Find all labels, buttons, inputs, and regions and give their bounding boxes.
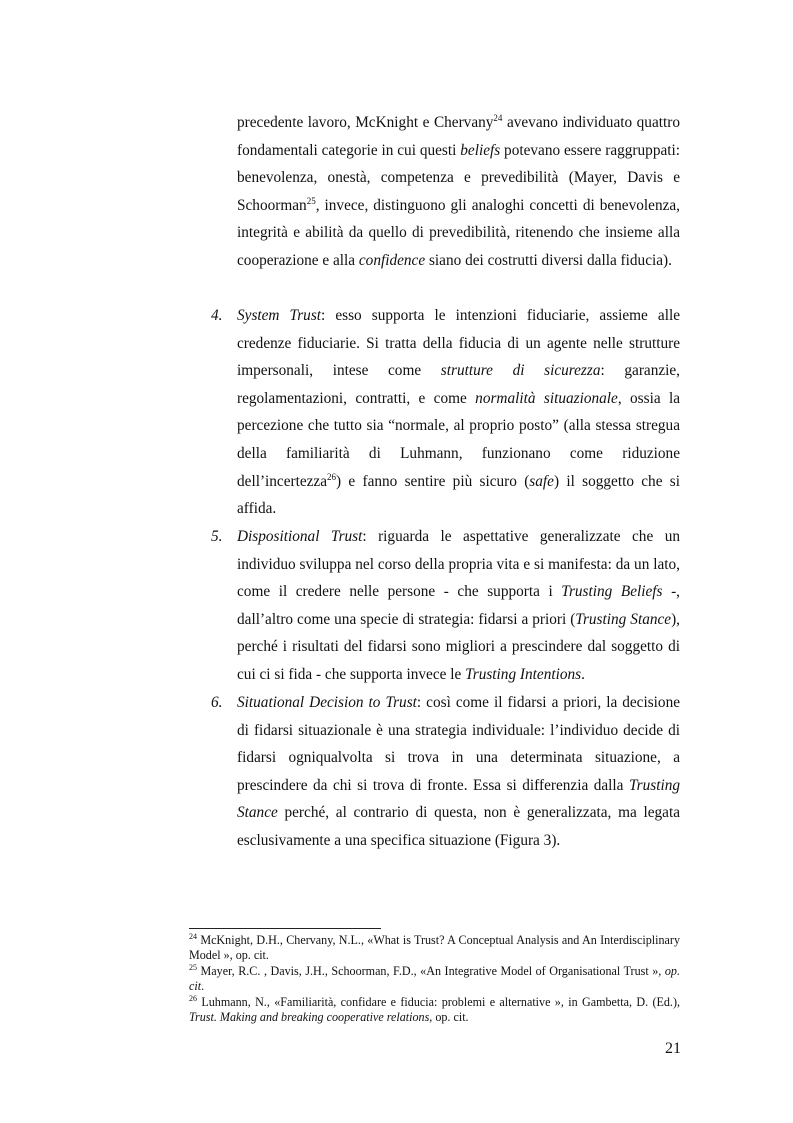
footnote-26	[189, 995, 680, 1026]
emphasis: op. cit	[189, 963, 680, 994]
list-item-number: 4.	[211, 307, 223, 324]
footnote-text: .	[201, 979, 205, 994]
footnote-number: 26	[189, 993, 197, 1003]
list-item-system-trust	[211, 302, 681, 523]
text-run: precedente lavoro, McKnight e Chervany	[237, 114, 494, 131]
text-run: , ossia la percezione che tutto sia “normale, al proprio posto” (alla stessa stregua della familiarità di Luhmann, funzionano come riduzione dell’incertezza	[237, 389, 681, 490]
text-run: , invece, distinguono gli analoghi concetti di benevolenza, integrità e abilità da quello di prevedibilità, ritenendo che insieme alla cooperazione e alla	[237, 196, 680, 269]
text-run: potevano essere raggruppati: benevolenza, onestà, competenza e prevedibilità (Mayer, Davis e Schoorman	[237, 141, 681, 214]
text-run: : così come il fidarsi a priori, la decisione di fidarsi situazionale è una strategia individuale: l’individuo decide di fidarsi ogniqualvolta si trova in una determinata situazione, a prescindere da chi si trova di fronte. Essa si differenzia dalla	[237, 694, 681, 794]
term-system-trust: System Trust	[237, 307, 322, 324]
continued-paragraph	[237, 109, 680, 275]
footnote-25	[189, 964, 680, 995]
emphasis: Trusting Stance	[237, 776, 680, 822]
text-run: ) e fanno sentire più sicuro (	[336, 472, 530, 490]
text-run: : riguarda le aspettative generalizzate che un individuo sviluppa nel corso della propria vita e si manifesta: da un lato, come il credere nelle persone - che supporta i	[237, 528, 680, 601]
emphasis: Trusting Intentions	[465, 665, 582, 683]
page-number: 21	[665, 1040, 681, 1057]
footnote-ref-24[interactable]: 24	[493, 112, 503, 123]
emphasis: Trusting Stance	[575, 610, 672, 628]
text-run: .	[581, 665, 585, 683]
term-dispositional-trust: Dispositional Trust	[237, 528, 363, 545]
footnote-number: 25	[189, 962, 197, 972]
footnote-text: Mayer, R.C. , Davis, J.H., Schoorman, F.D., «An Integrative Model of Organisational Trust »,	[197, 963, 665, 978]
term-situational-decision-to-trust: Situational Decision to Trust	[237, 694, 417, 711]
footnote-text: Luhmann, N., «Familiarità, confidare e fiducia: problemi e alternative », in Gambetta, D. (Ed.),	[197, 994, 680, 1009]
footnote-ref-26[interactable]: 26	[327, 471, 337, 482]
text-run: avevano individuato quattro fondamentali categorie in cui questi	[237, 114, 680, 159]
list-item-number: 5.	[211, 528, 223, 545]
footnote-separator	[189, 928, 381, 929]
footnote-text: McKnight, D.H., Chervany, N.L., «What is Trust? A Conceptual Analysis and An Interdisciplinary Model », op. cit.	[189, 933, 680, 963]
text-run: ) il soggetto che si affida.	[237, 472, 680, 518]
text-run: -, dall’altro come una specie di strategia: fidarsi a priori (	[237, 583, 681, 628]
list-item-number: 6.	[211, 694, 223, 711]
footnote-number: 24	[189, 931, 197, 941]
list-item-dispositional-trust	[211, 523, 681, 689]
emphasis: normalità situazionale	[475, 389, 618, 407]
footnote-ref-25[interactable]: 25	[306, 195, 316, 206]
emphasis: Trust. Making and breaking cooperative relations	[189, 1010, 430, 1025]
footnote-24	[189, 933, 680, 964]
emphasis: Trusting Beliefs	[561, 583, 663, 601]
text-run: perché, al contrario di questa, non è generalizzata, ma legata esclusivamente a una specifica situazione (Figura 3).	[237, 804, 680, 849]
footnotes	[189, 933, 680, 1025]
list-item-situational-decision	[211, 689, 681, 855]
emphasis: beliefs	[460, 141, 501, 159]
text-run: : esso supporta le intenzioni fiduciarie, assieme alle credenze fiduciarie. Si tratta della fiducia di un agente nelle strutture impersonali, intese come	[237, 307, 680, 380]
emphasis: strutture di sicurezza	[440, 362, 601, 380]
emphasis: safe	[529, 472, 554, 490]
text-run: : garanzie, regolamentazioni, contratti, e come	[237, 362, 681, 407]
footnote-text: , op. cit.	[429, 1010, 469, 1025]
text-run: siano dei costrutti diversi dalla fiducia).	[425, 251, 672, 269]
emphasis: confidence	[358, 251, 426, 269]
text-run: ), perché i risultati del fidarsi sono migliori a prescindere dal soggetto di cui ci si fida - che supporta invece le	[237, 610, 680, 683]
